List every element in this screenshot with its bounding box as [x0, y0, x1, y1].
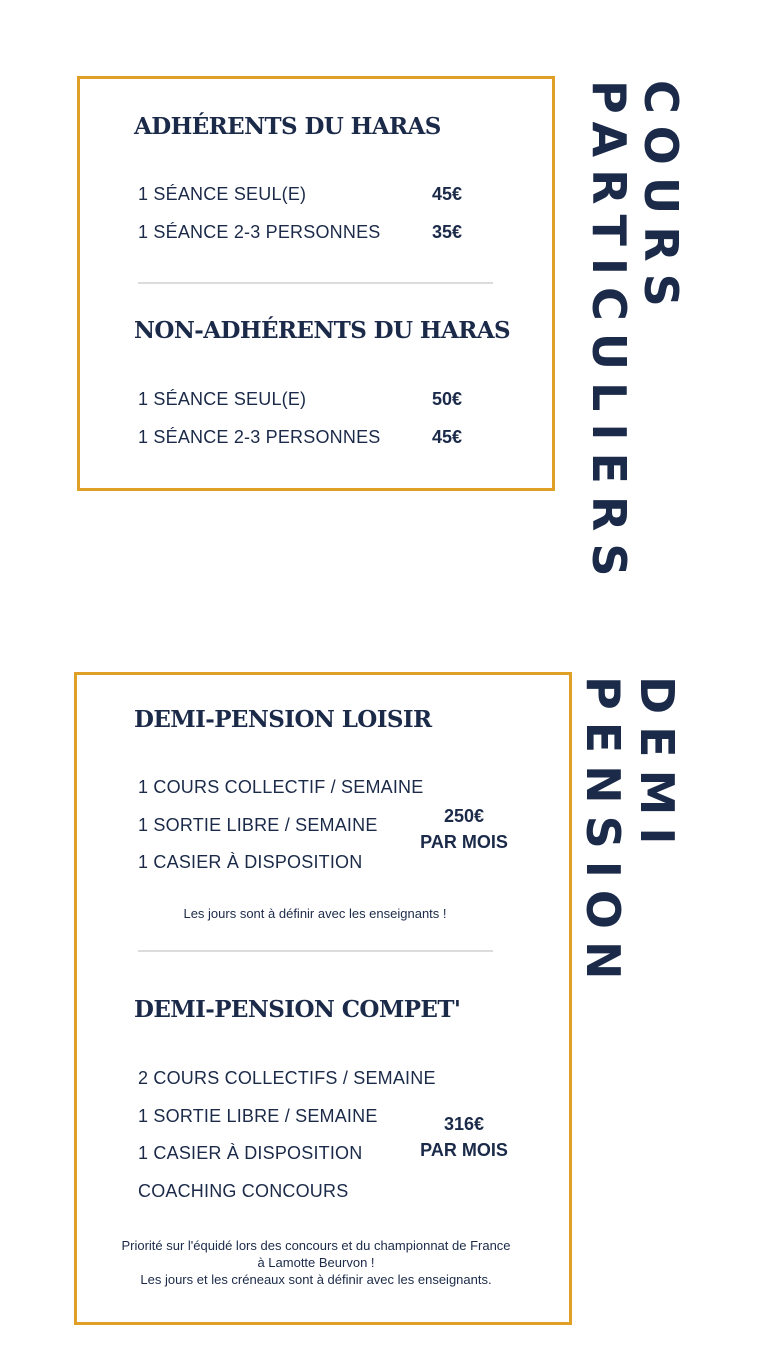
compet-item-1: 2 COURS COLLECTIFS / SEMAINE	[138, 1068, 436, 1088]
non-adherents-row-1-price: 50€	[432, 389, 463, 409]
adherents-row-1-price: 45€	[432, 184, 463, 204]
compet-item-4: COACHING CONCOURS	[138, 1181, 349, 1201]
loisir-item-3: 1 CASIER À DISPOSITION	[138, 852, 363, 872]
compet-price-block	[408, 1111, 520, 1163]
compet-price: 316€	[443, 1114, 485, 1134]
demi-pension-title-line2: PENSION	[576, 676, 630, 992]
cours-title-line2: PARTICULIERS	[582, 80, 636, 589]
compet-note-line-2: à Lamotte Beurvon !	[257, 1255, 375, 1270]
non-adherents-heading: NON-ADHÉRENTS DU HARAS	[134, 317, 511, 344]
cours-title-line1: COURS	[634, 80, 688, 319]
section-divider	[138, 282, 493, 284]
compet-note	[80, 1237, 552, 1288]
adherents-row-2-price: 35€	[432, 222, 463, 242]
non-adherents-row-2-price: 45€	[432, 427, 463, 447]
loisir-note: Les jours sont à définir avec les enseignants !	[183, 906, 447, 921]
adherents-heading: ADHÉRENTS DU HARAS	[134, 113, 441, 140]
adherents-row-1-label: 1 SÉANCE SEUL(E)	[138, 184, 307, 204]
demi-pension-title-line1: DEMI	[630, 676, 684, 857]
loisir-item-1: 1 COURS COLLECTIF / SEMAINE	[138, 777, 424, 797]
compet-item-3: 1 CASIER À DISPOSITION	[138, 1143, 363, 1163]
adherents-row-2-label: 1 SÉANCE 2-3 PERSONNES	[138, 222, 381, 242]
compet-note-line-1: Priorité sur l'équidé lors des concours et du championnat de France	[121, 1238, 511, 1253]
loisir-period: PAR MOIS	[420, 832, 508, 852]
section-divider	[138, 950, 493, 952]
compet-heading: DEMI-PENSION COMPET'	[134, 996, 461, 1023]
non-adherents-row-1-label: 1 SÉANCE SEUL(E)	[138, 389, 307, 409]
loisir-item-2: 1 SORTIE LIBRE / SEMAINE	[138, 815, 378, 835]
compet-note-line-3: Les jours et les créneaux sont à définir avec les enseignants.	[140, 1272, 492, 1287]
non-adherents-row-2-label: 1 SÉANCE 2-3 PERSONNES	[138, 427, 381, 447]
compet-item-2: 1 SORTIE LIBRE / SEMAINE	[138, 1106, 378, 1126]
loisir-heading: DEMI-PENSION LOISIR	[134, 706, 432, 733]
loisir-price-block	[408, 803, 520, 855]
compet-period: PAR MOIS	[420, 1140, 508, 1160]
loisir-price: 250€	[443, 806, 485, 826]
